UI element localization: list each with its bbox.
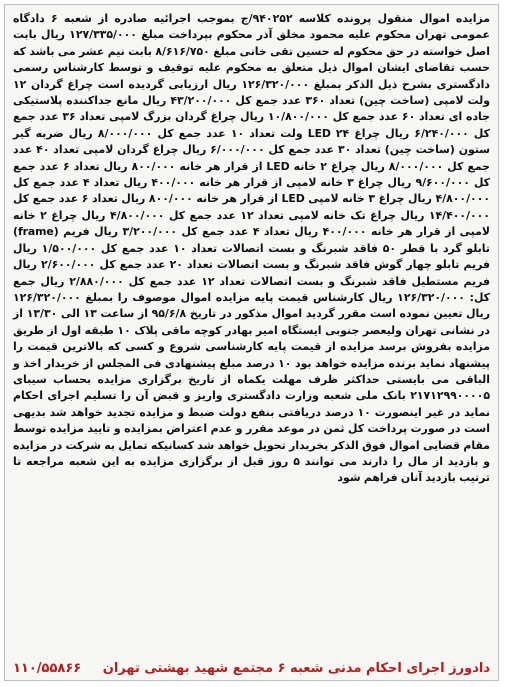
issuer-signature: دادورز اجرای احکام مدنی شعبه ۶ مجتمع شهید بهشتی تهران: [102, 661, 490, 676]
notice-footer: [5, 661, 498, 676]
reference-number: ۱۱۰/۵۵۸۶۶: [13, 661, 82, 676]
auction-notice: [4, 4, 499, 681]
notice-body-text: مزایده اموال منقول پرونده کلاسه ۹۴۰۲۵۲/ج بموجب اجرائیه صادره از شعبه ۶ دادگاه عمومی تهران محکوم علیه محمود مخلق آذر محکوم بپرداخت مبلغ ۱۲۷/۳۳۵/۰۰۰ ریال بابت اصل خواسته در حق محکوم له حسین تقی خانی مبلغ ۸/۶۱۶/۷۵۰ بابت نیم عشر می باشد که حسب تقاضای ایشان اموال ذیل متعلق به محکوم علیه توقیف و توسط کارشناس رسمی دادگستری بشرح ذیل الذکر بمبلغ ۱۲۶/۳۲۰/۰۰۰ ریال ارزیابی گردیده است چراغ گردان ۱۲ ولت لامپی (ساخت چین) تعداد ۳۶۰ عدد جمع کل ۴۳/۲۰۰/۰۰۰ ریال مانع جداکننده پلاستیکی جاده ای تعداد ۶۰ عدد جمع کل ۱۰/۸۰۰/۰۰۰ ریال چراغ گردان بزرگ لامپی تعداد ۳۶ عدد جمع کل ۶/۲۴۰/۰۰۰ ریال چراغ LED ۲۴ ولت تعداد ۱۰ عدد جمع کل ۸/۰۰۰/۰۰۰ ریال ضربه گیر ستون (ساخت چین) تعداد ۳۰ عدد جمع کل ۶/۰۰۰/۰۰۰ ریال چراغ گردان لامپی تعداد ۴۰ عدد جمع کل ۸/۰۰۰/۰۰۰ ریال چراغ ۲ خانه LED از قرار هر خانه ۸۰۰/۰۰۰ ریال تعداد ۶ عدد جمع کل ۹/۶۰۰/۰۰۰ ریال چراغ ۳ خانه لامپی از قرار هر خانه ۴۰۰/۰۰۰ ریال تعداد ۴ عدد جمع کل ۴/۸۰۰/۰۰۰ ریال چراغ ۳ خانه لامپی LED از قرار هر خانه ۸۰۰/۰۰۰ ریال تعداد ۶ عدد جمع کل ۱۴/۴۰۰/۰۰۰ ریال چراغ تک خانه لامپی تعداد ۱۲ عدد جمع کل ۴/۸۰۰/۰۰۰ ریال چراغ ۲ خانه لامپی از قرار هر خانه ۴۰۰/۰۰۰ ریال تعداد ۴ عدد جمع کل ۳/۲۰۰/۰۰۰ ریال فریم (frame) تابلو گرد با قطر ۵۰ فاقد شبرنگ و بست اتصالات تعداد ۱۰ عدد جمع کل ۱/۵۰۰/۰۰۰ ریال فریم تابلو چهار گوش فاقد شبرنگ و بست اتصالات تعداد ۲۰ عدد جمع کل ۲/۶۰۰/۰۰۰ ریال فریم مستطیل فاقد شبرنگ و بست اتصالات تعداد ۱۲ عدد جمع کل ۲/۸۸۰/۰۰۰ ریال جمع کل: ۱۲۶/۳۲۰/۰۰۰ ریال کارشناس قیمت پایه مزایده اموال موصوف را بمبلغ ۱۲۶/۳۲۰/۰۰۰ ریال تعیین نموده است مقرر گردید اموال مذکور در تاریخ ۹۵/۶/۸ از ساعت ۱۳ الی ۱۳/۳۰ از در نشانی تهران ولیعصر جنوبی ایستگاه امیر بهادر کوچه ماقی پلاک ۱۰ طبقه اول از طریق مزایده بفروش برسد مزایده از قیمت پایه کارشناسی شروع و کسی که بالاترین قیمت را پیشنهاد نماید برنده مزایده خواهد بود ۱۰ درصد مبلغ پیشنهادی فی المجلس از خریدار اخذ و الباقی می بایستی حداکثر ظرف مهلت یکماه از تاریخ برگزاری مزایده بحساب سیبای ۲۱۷۱۲۹۹۰۰۰۰۵ بانک ملی شعبه وزارت دادگستری واریز و قبض آن را تسلیم اجرای احکام نماید در غیر اینصورت ۱۰ درصد دریافتی بنفع دولت ضبط و مزایده تجدید خواهد شد بدیهی است در صورت پرداخت کل ثمن در موعد مقرر و عدم اعتراض بمزایده و تایید مزایده توسط مقام قضایی اموال فوق الذکر بخریدار تحویل خواهد شد کسانیکه تمایل به شرکت در مزایده و بازدید از مال را دارند می توانند ۵ روز قبل از برگزاری مزایده به این شعبه مراجعه تا ترتیب بازدید آنان فراهم شود: [13, 12, 491, 485]
